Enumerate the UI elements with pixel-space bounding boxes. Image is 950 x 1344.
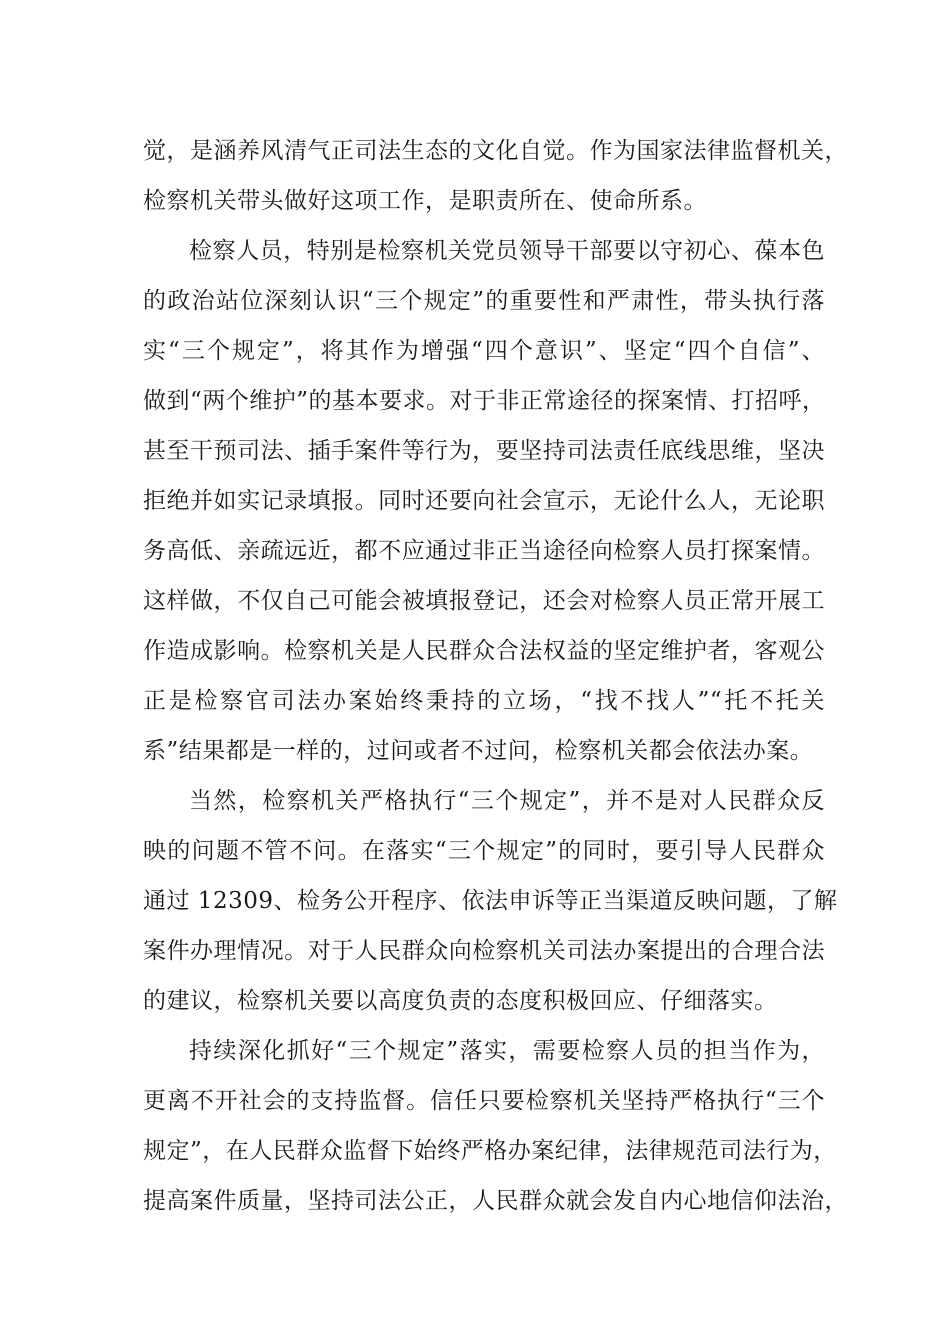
text-line: 的建议，检察机关要以高度负责的态度积极回应、仔细落实。 (143, 988, 778, 1014)
body-text (143, 126, 848, 1226)
text-line: 甚至干预司法、插手案件等行为，要坚持司法责任底线思维，坚决 (143, 438, 825, 464)
paragraph-1 (143, 126, 848, 226)
text-line: 系”结果都是一样的，过问或者不过问，检察机关都会依法办案。 (143, 738, 814, 764)
text-line: 做到“两个维护”的基本要求。对于非正常途径的探案情、打招呼， (143, 388, 826, 414)
text-line: 规定”，在人民群众监督下始终严格办案纪律，法律规范司法行为， (143, 1138, 837, 1164)
text-line: 的政治站位深刻认识“三个规定”的重要性和严肃性，带头执行落 (143, 288, 825, 314)
text-line: 觉，是涵养风清气正司法生态的文化自觉。作为国家法律监督机关， (143, 138, 848, 164)
text-line: 通过 12309、检务公开程序、依法申诉等正当渠道反映问题，了解 (143, 888, 838, 914)
text-line: 拒绝并如实记录填报。同时还要向社会宣示，无论什么人，无论职 (143, 488, 825, 514)
text-line: 作造成影响。检察机关是人民群众合法权益的坚定维护者，客观公 (143, 638, 825, 664)
text-line: 提高案件质量，坚持司法公正，人民群众就会发自内心地信仰法治， (143, 1188, 848, 1214)
text-line: 实“三个规定”，将其作为增强“四个意识”、坚定“四个自信”、 (143, 338, 825, 364)
text-line: 检察人员，特别是检察机关党员领导干部要以守初心、葆本色 (189, 238, 825, 264)
text-line: 更离不开社会的支持监督。信任只要检察机关坚持严格执行“三个 (143, 1088, 825, 1114)
paragraph-3 (143, 776, 838, 1026)
text-line: 案件办理情况。对于人民群众向检察机关司法办案提出的合理合法 (143, 938, 825, 964)
text-line: 检察机关带头做好这项工作，是职责所在、使命所系。 (143, 188, 707, 214)
text-line: 映的问题不管不问。在落实“三个规定”的同时，要引导人民群众 (143, 838, 825, 864)
paragraph-2 (143, 226, 825, 776)
text-line: 持续深化抓好“三个规定”落实，需要检察人员的担当作为， (189, 1038, 825, 1064)
paragraph-4 (143, 1026, 848, 1226)
text-line: 正是检察官司法办案始终秉持的立场，“找不找人”“托不托关 (143, 688, 825, 714)
text-line: 当然，检察机关严格执行“三个规定”，并不是对人民群众反 (189, 788, 825, 814)
text-line: 这样做，不仅自己可能会被填报登记，还会对检察人员正常开展工 (143, 588, 825, 614)
text-line: 务高低、亲疏远近，都不应通过非正当途径向检察人员打探案情。 (143, 538, 825, 564)
